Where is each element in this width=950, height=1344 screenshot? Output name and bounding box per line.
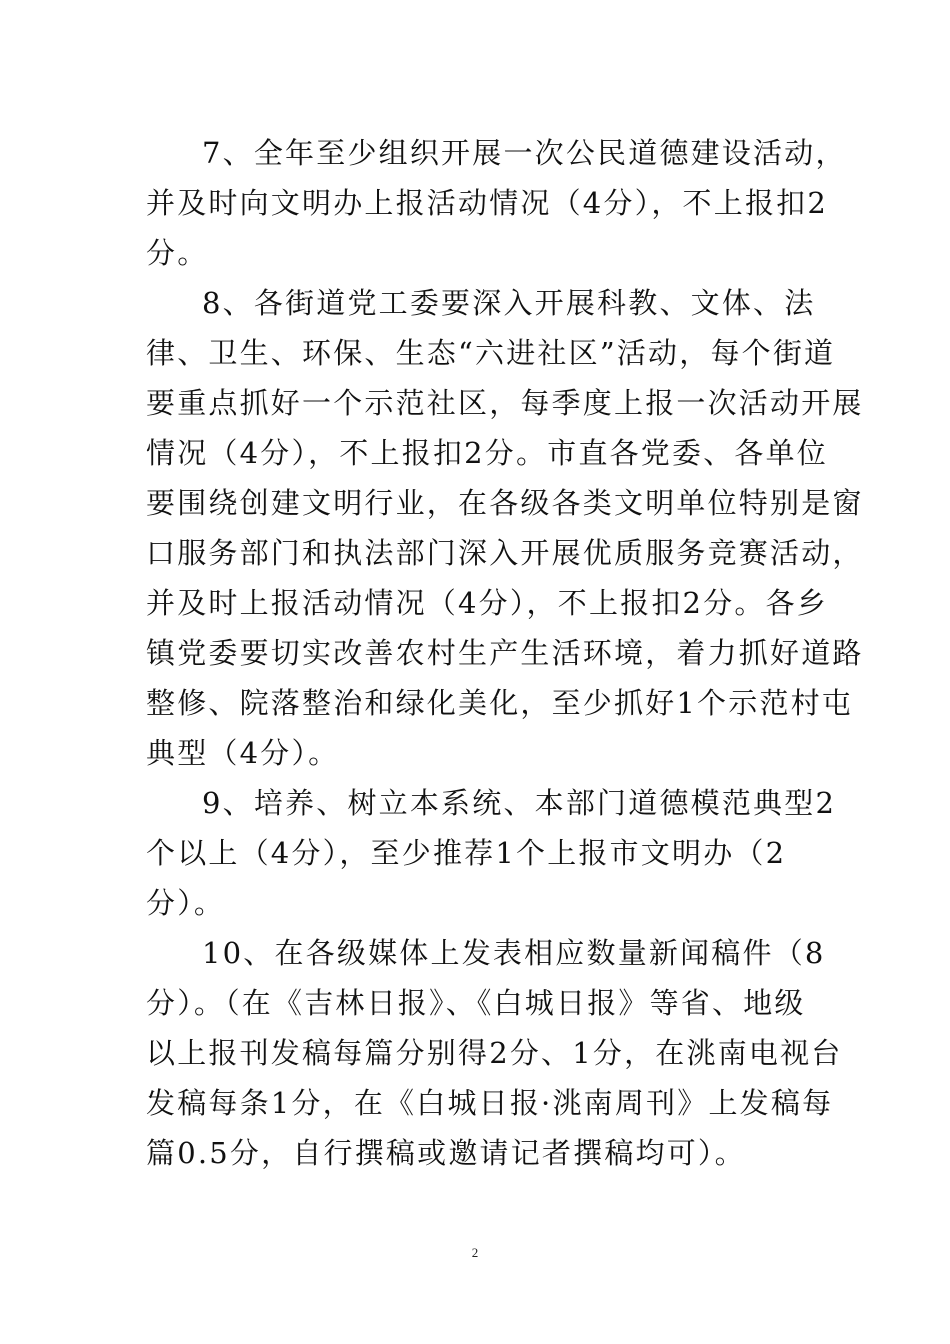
paragraph-line: 篇0.5分，自行撰稿或邀请记者撰稿均可）。 (146, 1136, 746, 1170)
paragraph-line: 要围绕创建文明行业，在各级各类文明单位特别是窗 (146, 486, 864, 520)
paragraph-line: 并及时向文明办上报活动情况（4分），不上报扣2 (146, 186, 829, 220)
paragraph-line: 情况（4分），不上报扣2分。市直各党委、各单位 (146, 436, 829, 470)
paragraph-line: 分）。 (146, 886, 226, 920)
paragraph-line: 10、在各级媒体上发表相应数量新闻稿件（8 (202, 936, 826, 970)
paragraph-line: 发稿每条1分，在《白城日报·洮南周刊》上发稿每 (146, 1086, 834, 1120)
paragraph-line: 以上报刊发稿每篇分别得2分、1分，在洮南电视台 (146, 1036, 843, 1070)
paragraph-line: 镇党委要切实改善农村生产生活环境，着力抓好道路 (146, 636, 864, 670)
paragraph-line: 要重点抓好一个示范社区，每季度上报一次活动开展 (146, 386, 864, 420)
paragraph-line: 并及时上报活动情况（4分），不上报扣2分。各乡 (146, 586, 829, 620)
paragraph-line: 典型（4分）。 (146, 736, 340, 770)
paragraph-line: 整修、院落整治和绿化美化，至少抓好1个示范村屯 (146, 686, 854, 720)
paragraph-line: 9、培养、树立本系统、本部门道德模范典型2 (202, 786, 837, 820)
paragraph-line: 8、各街道党工委要深入开展科教、文体、法 (202, 286, 816, 320)
paragraph-line: 律、卫生、环保、生态“六进社区”活动，每个街道 (146, 336, 836, 370)
paragraph-line: 7、全年至少组织开展一次公民道德建设活动， (202, 136, 847, 170)
paragraph-line: 分）。（在《吉林日报》、《白城日报》等省、地级 (146, 986, 806, 1020)
page-number: 2 (471, 1245, 479, 1260)
paragraph-line: 口服务部门和执法部门深入开展优质服务竞赛活动， (146, 536, 864, 570)
paragraph-line: 分。 (146, 236, 209, 270)
paragraph-line: 个以上（4分），至少推荐1个上报市文明办（2 (146, 836, 787, 870)
